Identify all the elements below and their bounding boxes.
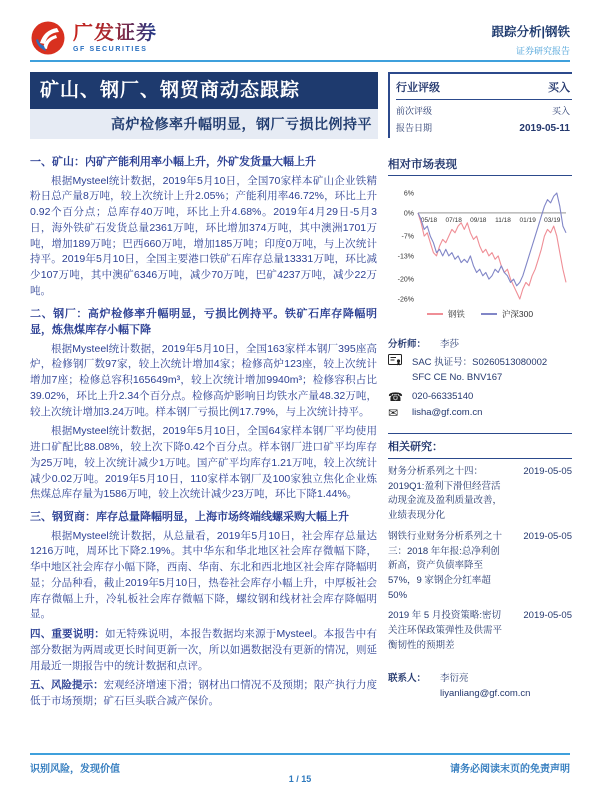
section-4-note xyxy=(30,627,377,674)
certificate-icon xyxy=(388,354,412,368)
industry-rating-value: 买入 xyxy=(548,82,570,94)
previous-rating-value: 买入 xyxy=(551,106,570,116)
related-item[interactable] xyxy=(388,530,572,604)
analyst-phone: 020-66335140 xyxy=(412,391,474,402)
analyst-label: 分析师： xyxy=(388,339,427,350)
chart-title: 相对市场表现 xyxy=(388,156,572,176)
svg-text:11/18: 11/18 xyxy=(495,216,511,224)
svg-text:0%: 0% xyxy=(403,210,414,218)
report-body xyxy=(30,148,377,714)
analyst-sac: SAC 执证号：S0260513080002 xyxy=(412,357,548,368)
footer-disclaimer: 请务必阅读末页的免责声明 xyxy=(450,764,570,775)
report-title: 矿山、钢厂、钢贸商动态跟踪 xyxy=(30,72,378,109)
contact-name: 李衍亮 xyxy=(440,672,469,684)
svg-text:07/18: 07/18 xyxy=(445,216,462,224)
related-item[interactable] xyxy=(388,609,572,653)
svg-text:-13%: -13% xyxy=(397,253,414,261)
related-item-date: 2019-05-05 xyxy=(523,466,572,477)
industry-rating-label: 行业评级 xyxy=(396,82,440,94)
report-date-value: 2019-05-11 xyxy=(519,123,570,134)
section-4-text: 如无特殊说明，本报告数据均来源于Mysteel。本报告中有部分数据为两周或更长时间更新一次，所以如遇数据没有更新的情况，则延用最近一期报告中的统计数据和点评。 xyxy=(30,628,377,672)
contact-email[interactable]: liyanliang@gf.com.cn xyxy=(440,687,531,699)
report-subtitle: 高炉检修率升幅明显，钢厂亏损比例持平 xyxy=(30,109,378,139)
related-item-date: 2019-05-05 xyxy=(523,530,572,542)
related-item-date: 2019-05-05 xyxy=(523,610,572,622)
footer-slogan: 识别风险，发现价值 xyxy=(30,764,120,775)
related-research xyxy=(388,433,572,654)
section-2-paragraph-1: 根据Mysteel统计数据，2019年5月10日，全国163家样本钢厂395座高炉，检修钢厂数97家，较上次统计增加4家；检修高炉123座，较上次统计增加7座；检修总容积165649m³，较上次统计增加9940m³；检修容积占比39.02%，环比上升2.34个百分点。检修高炉影响日均铁水产量48.32万吨，较上次统计增加3.24万吨。样本钢厂亏损比例17.79%，与上次统计持平。 xyxy=(30,342,377,418)
phone-icon: ☎ xyxy=(388,390,403,404)
brand-name-cn: 广发证券 xyxy=(73,22,157,44)
contact-info xyxy=(388,670,572,699)
gf-logo-icon xyxy=(30,20,66,56)
report-date-label: 报告日期 xyxy=(396,123,433,133)
chart-legend xyxy=(388,308,572,320)
related-research-heading: 相关研究： xyxy=(388,433,572,459)
legend-steel: 钢铁 xyxy=(427,308,465,320)
brand-logo xyxy=(30,18,157,58)
relative-performance-chart xyxy=(388,156,572,320)
section-3-paragraph: 根据Mysteel统计数据，从总量看，2019年5月10日，社会库存总量达1216万吨，周环比下降2.19%。其中华东和华北地区社会库存微幅下降，华中地区社会库存小幅下降，西南、华南、东北和西北地区社会库存降幅明显；分品种看，截止2019年5月10日，热卷社会库存小幅上升，中厚板社会库存微幅上升，冷轧板社会库存微幅下降，螺纹钢和线材社会库存降幅明显。 xyxy=(30,529,377,621)
contact-label: 联系人： xyxy=(388,672,427,684)
section-1-paragraph: 根据Mysteel统计数据，2019年5月10日，全国70家样本矿山企业铁精粉日总产量8万吨，较上次统计上升2.05%；产能利用率46.72%，环比上升0.92个百分点；总库存40万吨，环比上升4.68%。2019年4月29日-5月3日，海外铁矿石发货总量2361万吨，环比增加374万吨，其中澳洲1701万吨，增加189万吨；巴西660万吨，增加185万吨；印度0万吨，与上次统计持平。2019年5月10日，全国主要港口铁矿石库存总量13331万吨，环比减少107万吨，其中澳矿6346万吨，减少70万吨，巴矿4237万吨，减少22万吨。 xyxy=(30,174,378,297)
market-line-chart xyxy=(388,182,572,306)
analyst-email[interactable]: lisha@gf.com.cn xyxy=(412,407,483,418)
page-footer xyxy=(30,753,570,775)
section-2-heading: 二、钢厂：高炉检修率升幅明显，亏损比例持平。铁矿石库存降幅明显，炼焦煤库存小幅下降 xyxy=(30,307,377,336)
previous-rating-label: 前次评级 xyxy=(396,106,433,116)
svg-text:-20%: -20% xyxy=(397,276,414,284)
section-5-lead: 五、风险提示： xyxy=(30,679,104,692)
steel-line-swatch xyxy=(427,313,443,315)
svg-text:-26%: -26% xyxy=(397,296,414,304)
header-divider xyxy=(30,60,570,62)
section-5-risk xyxy=(30,678,377,710)
rating-table xyxy=(388,72,572,138)
related-item[interactable] xyxy=(388,465,572,524)
page-number: 1 / 15 xyxy=(288,774,312,784)
legend-hs300: 沪深300 xyxy=(481,308,533,320)
svg-text:05/18: 05/18 xyxy=(420,216,438,224)
analyst-name: 李莎 xyxy=(440,339,460,350)
section-4-lead: 四、重要说明： xyxy=(30,628,106,640)
related-item-title[interactable]: 财务分析系列之十四：2019Q1:盈利下滑但经营活动现金流及盈利质量改善，业绩表现分化 xyxy=(388,466,503,522)
related-item-title[interactable]: 钢铁行业财务分析系列之十三：2018 年年报:总净利创新高，资产负债率降至 57%，9 家钢企分红率超 50% xyxy=(388,530,503,601)
section-2-paragraph-2: 根据Mysteel统计数据，2019年5月10日，全国64家样本钢厂平均使用进口矿配比88.08%，较上次下降0.42个百分点。样本钢厂进口矿平均库存为25万吨，较上次统计减少1万吨。国产矿平均库存1.21万吨，较上次统计减少0.02万吨。2019年5月10日，110家样本钢厂及100家独立焦化企业炼焦煤总库存量为1586万吨，较上次统计减少23万吨，环比下降1.44%。 xyxy=(30,425,377,501)
analyst-info xyxy=(388,336,572,419)
report-category: 跟踪分析|钢铁 xyxy=(491,25,570,39)
analyst-sfc: SFC CE No. BNV167 xyxy=(412,372,503,383)
svg-text:01/19: 01/19 xyxy=(519,216,536,224)
brand-name-en: GF SECURITIES xyxy=(73,46,148,53)
hs300-line-swatch xyxy=(481,313,497,315)
section-3-heading: 三、钢贸商：库存总量降幅明显，上海市场终端线螺采购大幅上升 xyxy=(30,511,349,523)
related-item-title[interactable]: 2019 年 5 月投资策略:密切关注环保政策弹性及供需平衡韧性的预期差 xyxy=(388,610,503,651)
svg-text:03/19: 03/19 xyxy=(544,216,561,224)
svg-text:6%: 6% xyxy=(403,190,414,198)
email-icon: ✉ xyxy=(388,406,399,420)
section-1-heading: 一、矿山：内矿产能利用率小幅上升，外矿发货量大幅上升 xyxy=(30,156,316,168)
section-5-text: 宏观经济增速下滑；钢材出口情况不及预期；限产执行力度低于市场预期；矿石巨头联合减产保价。 xyxy=(30,679,377,707)
svg-text:-7%: -7% xyxy=(401,233,414,241)
report-doc-type: 证券研究报告 xyxy=(515,46,570,56)
sidebar xyxy=(388,72,572,703)
svg-text:09/18: 09/18 xyxy=(470,216,487,224)
